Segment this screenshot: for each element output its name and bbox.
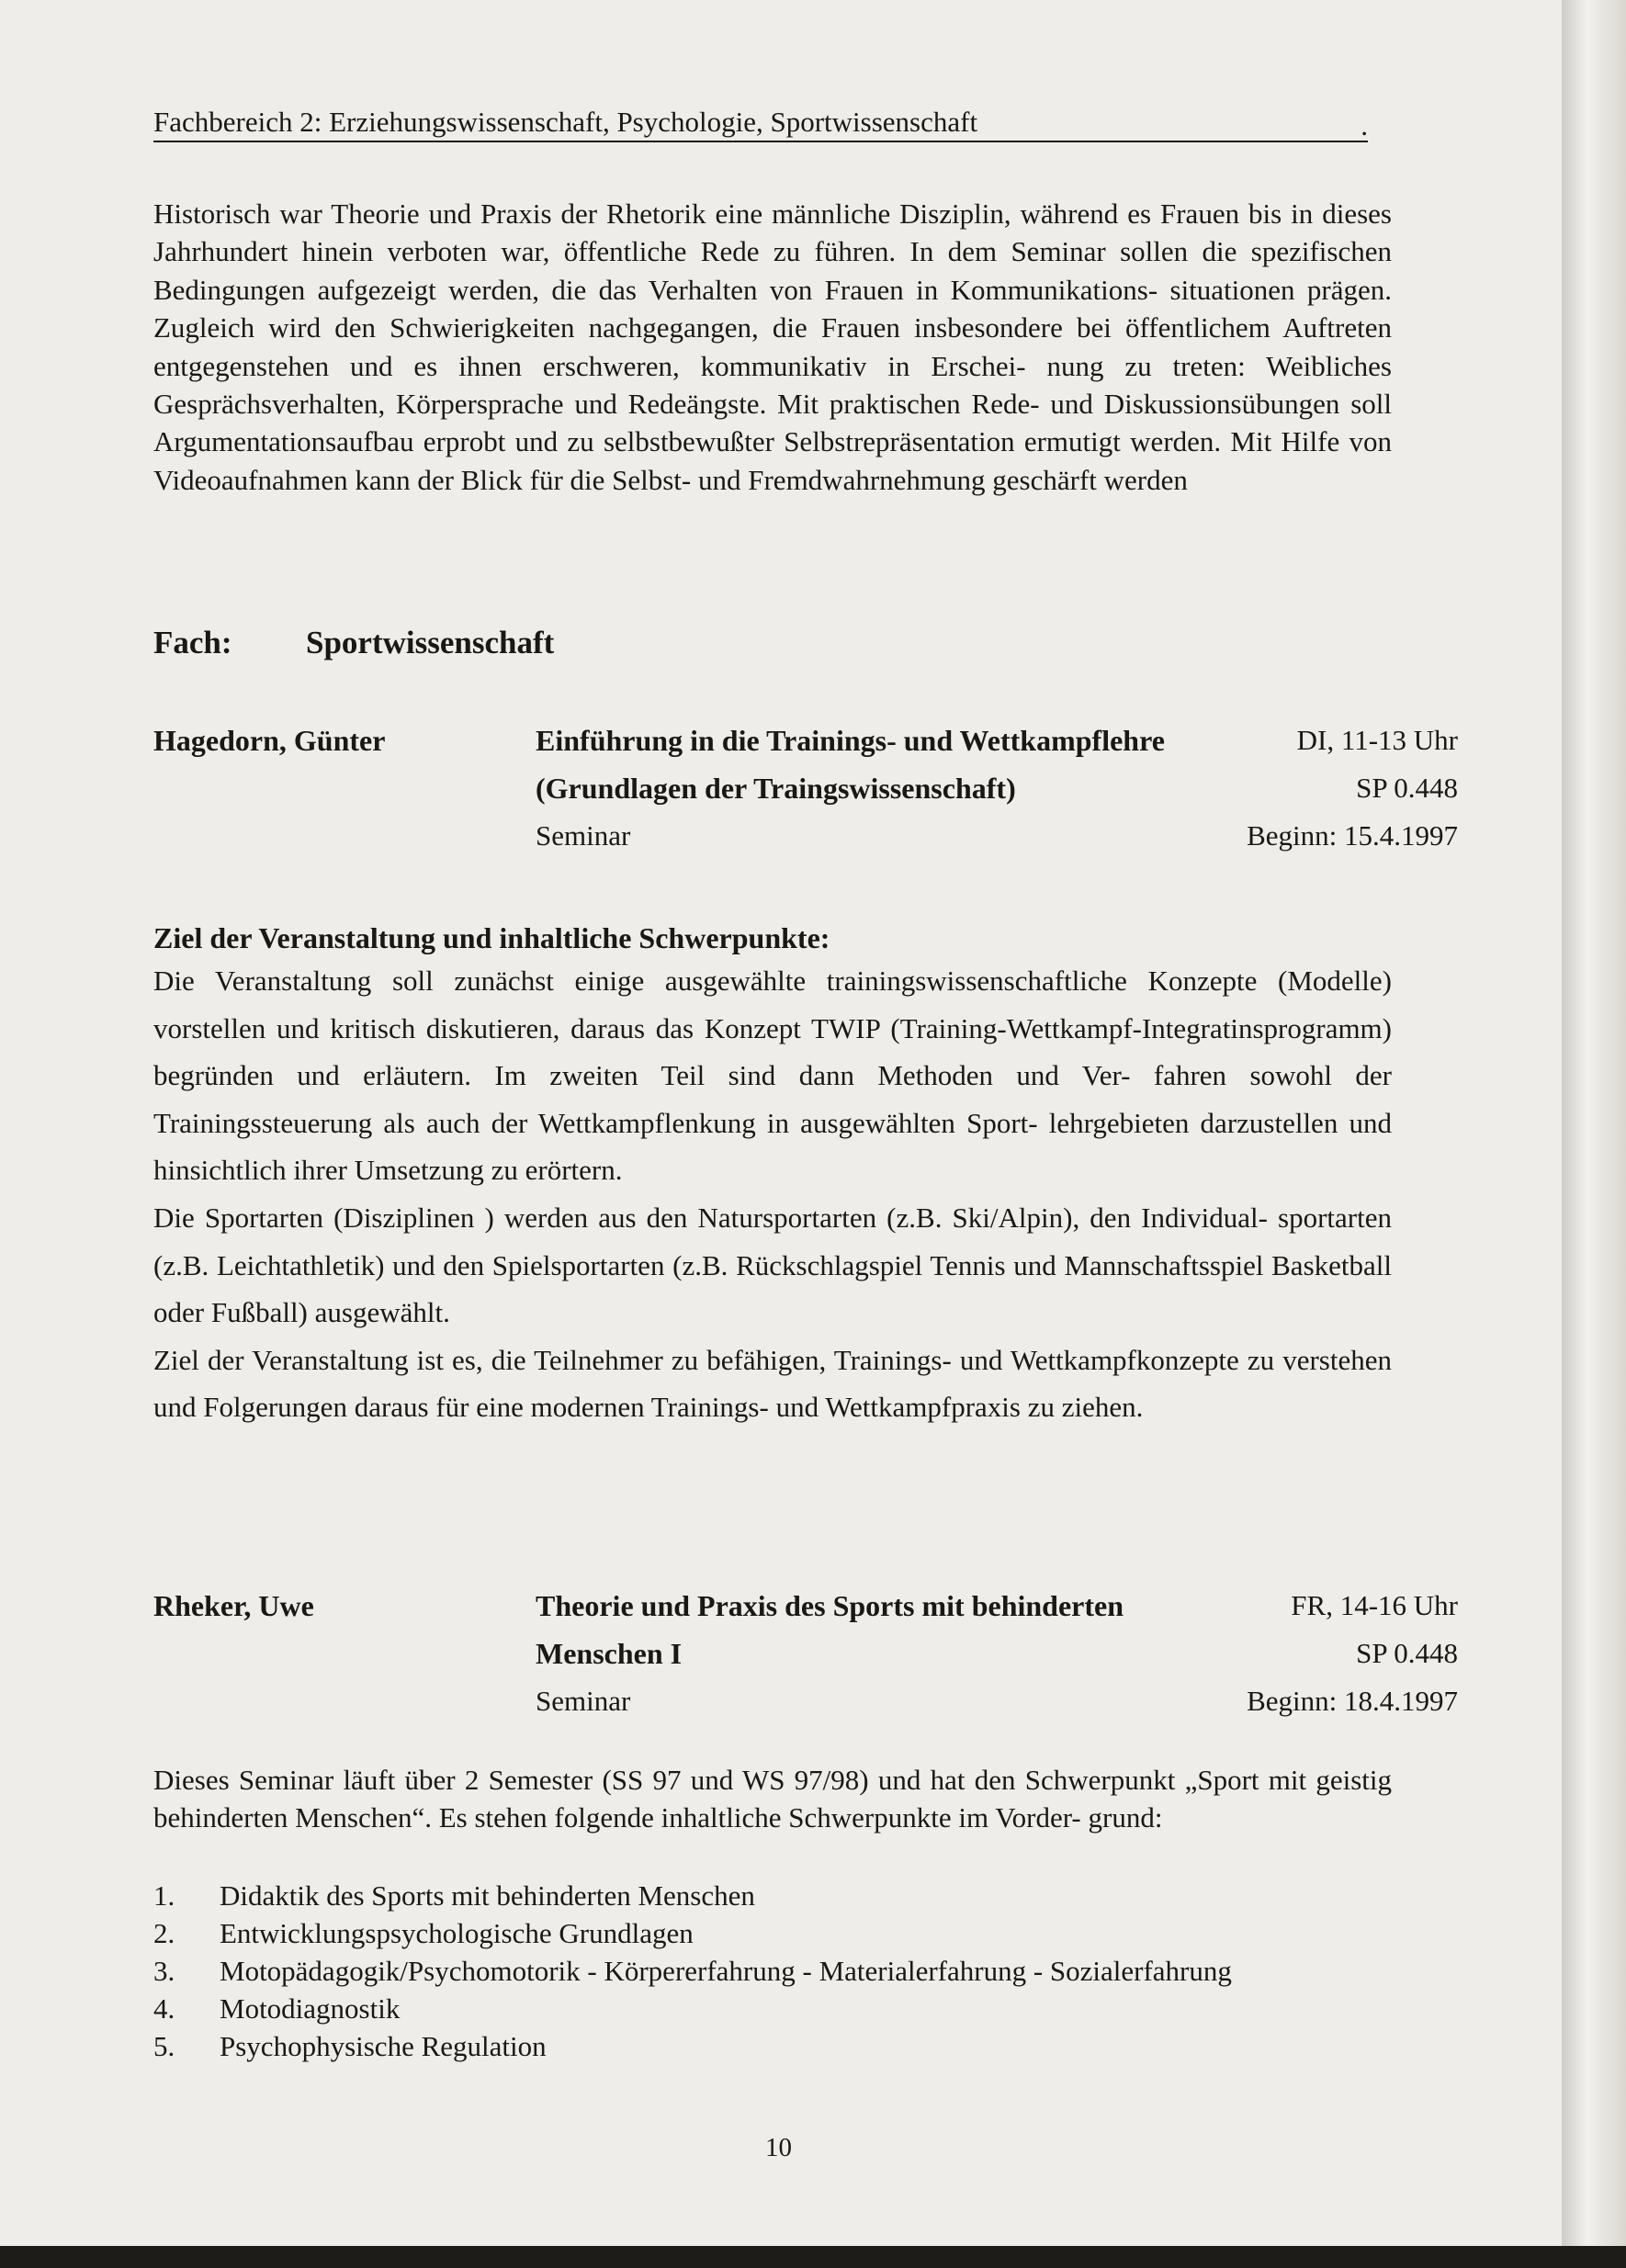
header-text: Fachbereich 2: Erziehungswissenschaft, Psychologie, Sportwissenschaft <box>153 106 978 138</box>
goals-paragraph-2: Die Sportarten (Disziplinen ) werden aus den Natursportarten (z.B. Ski/Alpin), den Individual- sportarten (z.B. Leichtathletik) und den Spielsportarten (z.B. Rückschlagspiel Tennis und Mannschaftsspiel Basketball oder Fußball) ausgewählt. <box>153 1201 1392 1329</box>
course-subtitle-row <box>536 772 1458 819</box>
course-subtitle: (Grundlagen der Traingswissenschaft) <box>536 772 1016 805</box>
course-start: Beginn: 18.4.1997 <box>1247 1685 1458 1717</box>
course-room: SP 0.448 <box>1356 1637 1458 1669</box>
list-item: 3. Motopädagogik/Psychomotorik - Körpererfahrung - Materialerfahrung - Sozialerfahrung <box>153 1955 1232 1987</box>
course-time: FR, 14-16 Uhr <box>1291 1589 1458 1621</box>
course-room: SP 0.448 <box>1356 772 1458 804</box>
lecturer-name: Hagedorn, Günter <box>153 724 386 757</box>
course-type: Seminar <box>536 819 631 852</box>
goals-text <box>153 957 1392 1431</box>
intro-paragraph: Historisch war Theorie und Praxis der Rhetorik eine männliche Disziplin, während es Frauen bis in dieses Jahrhundert hinein verboten war, öffentliche Rede zu führen. In dem Seminar sollen die spezifischen Bedingungen aufgezeigt werden, die das Verhalten von Frauen in Kommunikations- situationen prägen. Zugleich wird den Schwierigkeiten nachgegangen, die Frauen insbesondere bei öffentlichem Auftreten entgegenstehen und es ihnen erschweren, kommunikativ in Erschei- nung zu treten: Weibliches Gesprächsverhalten, Körpersprache und Redeängste. Mit praktischen Rede- und Diskussionsübungen soll Argumentationsaufbau erprobt und zu selbstbewußter Selbstrepräsentation ermutigt werden. Mit Hilfe von Videoaufnahmen kann der Blick für die Selbst- und Fremdwahrnehmung geschärft werden <box>153 197 1392 496</box>
page-number: 10 <box>765 2133 792 2162</box>
subject-value: Sportwissenschaft <box>306 625 555 660</box>
list-item: 4. Motodiagnostik <box>153 1992 401 2025</box>
course-title: Theorie und Praxis des Sports mit behinderten <box>536 1589 1124 1622</box>
header-trailing: . <box>1361 109 1368 141</box>
list-item: 1. Didaktik des Sports mit behinderten Menschen <box>153 1879 755 1912</box>
course-start: Beginn: 15.4.1997 <box>1247 819 1458 852</box>
course-subtitle: Menschen I <box>536 1637 683 1670</box>
course2-description: Dieses Seminar läuft über 2 Semester (SS 97 und WS 97/98) und hat den Schwerpunkt „Sport mit geistig behinderten Menschen“. Es stehen folgende inhaltliche Schwerpunkte im Vorder- grund: <box>153 1764 1392 1834</box>
page-gutter <box>1562 0 1626 2268</box>
subject-heading <box>153 625 554 661</box>
course-entry-rheker <box>153 1589 1458 1736</box>
course-entry-hagedorn <box>153 724 1458 871</box>
list-item: 2. Entwicklungspsychologische Grundlagen <box>153 1917 694 1949</box>
course-title: Einführung in die Trainings- und Wettkampflehre <box>536 724 1165 757</box>
course-time: DI, 11-13 Uhr <box>1296 724 1458 756</box>
course-type-row <box>536 1685 1458 1732</box>
course-type-row <box>536 819 1458 867</box>
subject-label: Fach: <box>153 625 232 660</box>
course-type: Seminar <box>536 1685 631 1717</box>
goals-paragraph-3: Ziel der Veranstaltung ist es, die Teilnehmer zu befähigen, Trainings- und Wettkampfkonzepte zu verstehen und Folgerungen daraus für eine modernen Trainings- und Wettkampfpraxis zu ziehen. <box>153 1343 1392 1424</box>
course-title-row <box>536 1589 1458 1637</box>
lecturer-name: Rheker, Uwe <box>153 1589 314 1622</box>
course-title-row <box>536 724 1458 772</box>
goals-paragraph-1: Die Veranstaltung soll zunächst einige ausgewählte trainingswissenschaftliche Konzepte (Modelle) vorstellen und kritisch diskutieren, daraus das Konzept TWIP (Training-Wettkampf-Integratinsprogramm) begründen und erläutern. Im zweiten Teil sind dann Methoden und Ver- fahren sowohl der Trainingssteuerung als auch der Wettkampflenkung in ausgewählten Sport- lehrgebieten darzustellen und hinsichtlich ihrer Umsetzung zu erörtern. <box>153 965 1392 1187</box>
department-header <box>153 104 1368 142</box>
goals-heading: Ziel der Veranstaltung und inhaltliche Schwerpunkte: <box>153 921 830 954</box>
course-subtitle-row <box>536 1637 1458 1685</box>
topics-list <box>153 1877 1232 2065</box>
scan-bottom-edge <box>0 2246 1626 2268</box>
list-item: 5. Psychophysische Regulation <box>153 2030 547 2062</box>
